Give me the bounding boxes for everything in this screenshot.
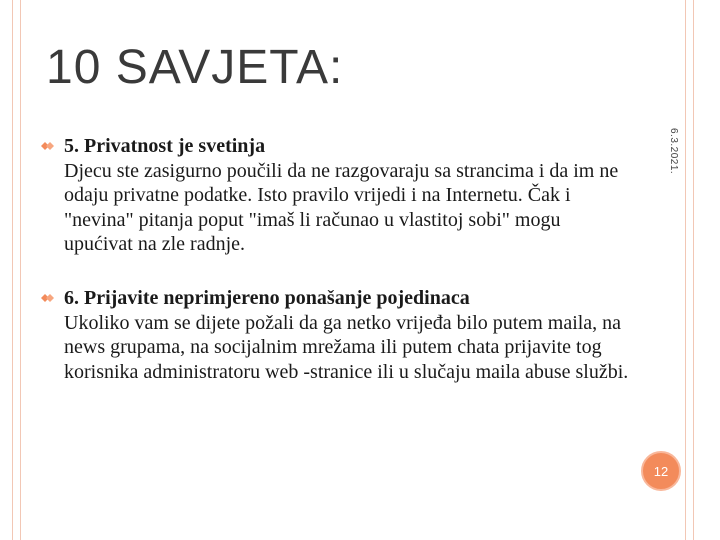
- list-item-body: Djecu ste zasigurno poučili da ne razgovaraju sa strancima i da im ne odaju privatne podatke. Isto pravilo vrijedi i na Internetu. Čak i "nevina" pitanja poput "imaš li računao u vlastitoj sobi" mogu upućivat na zle radnje.: [64, 159, 619, 255]
- list-item-text: [64, 286, 630, 384]
- diamond-bullet-icon: [40, 291, 56, 305]
- list-item-text: [64, 134, 630, 257]
- list-item-title: 5. Privatnost je svetinja: [64, 135, 266, 157]
- right-border-line: [685, 0, 686, 540]
- right-border-line: [693, 0, 694, 540]
- left-border-line: [20, 0, 21, 540]
- left-border-line: [12, 0, 13, 540]
- slide-date: 6.3.2021.: [668, 128, 679, 175]
- slide-title: 10 SAVJETA:: [46, 41, 344, 94]
- list-item-body: Ukoliko vam se dijete požali da ga netko vrijeđa bilo putem maila, na news grupama, na socijalnim mrežama ili putem chata prijavite tog korisnika administratoru web -stranice ili u slučaju maila abuse službi.: [64, 311, 629, 383]
- list-item-title: 6. Prijavite neprimjereno ponašanje pojedinaca: [64, 287, 470, 309]
- diamond-bullet-icon: [40, 139, 56, 153]
- list-item: [40, 134, 630, 257]
- page-number-badge: 12: [641, 451, 681, 491]
- list-item: [40, 286, 630, 384]
